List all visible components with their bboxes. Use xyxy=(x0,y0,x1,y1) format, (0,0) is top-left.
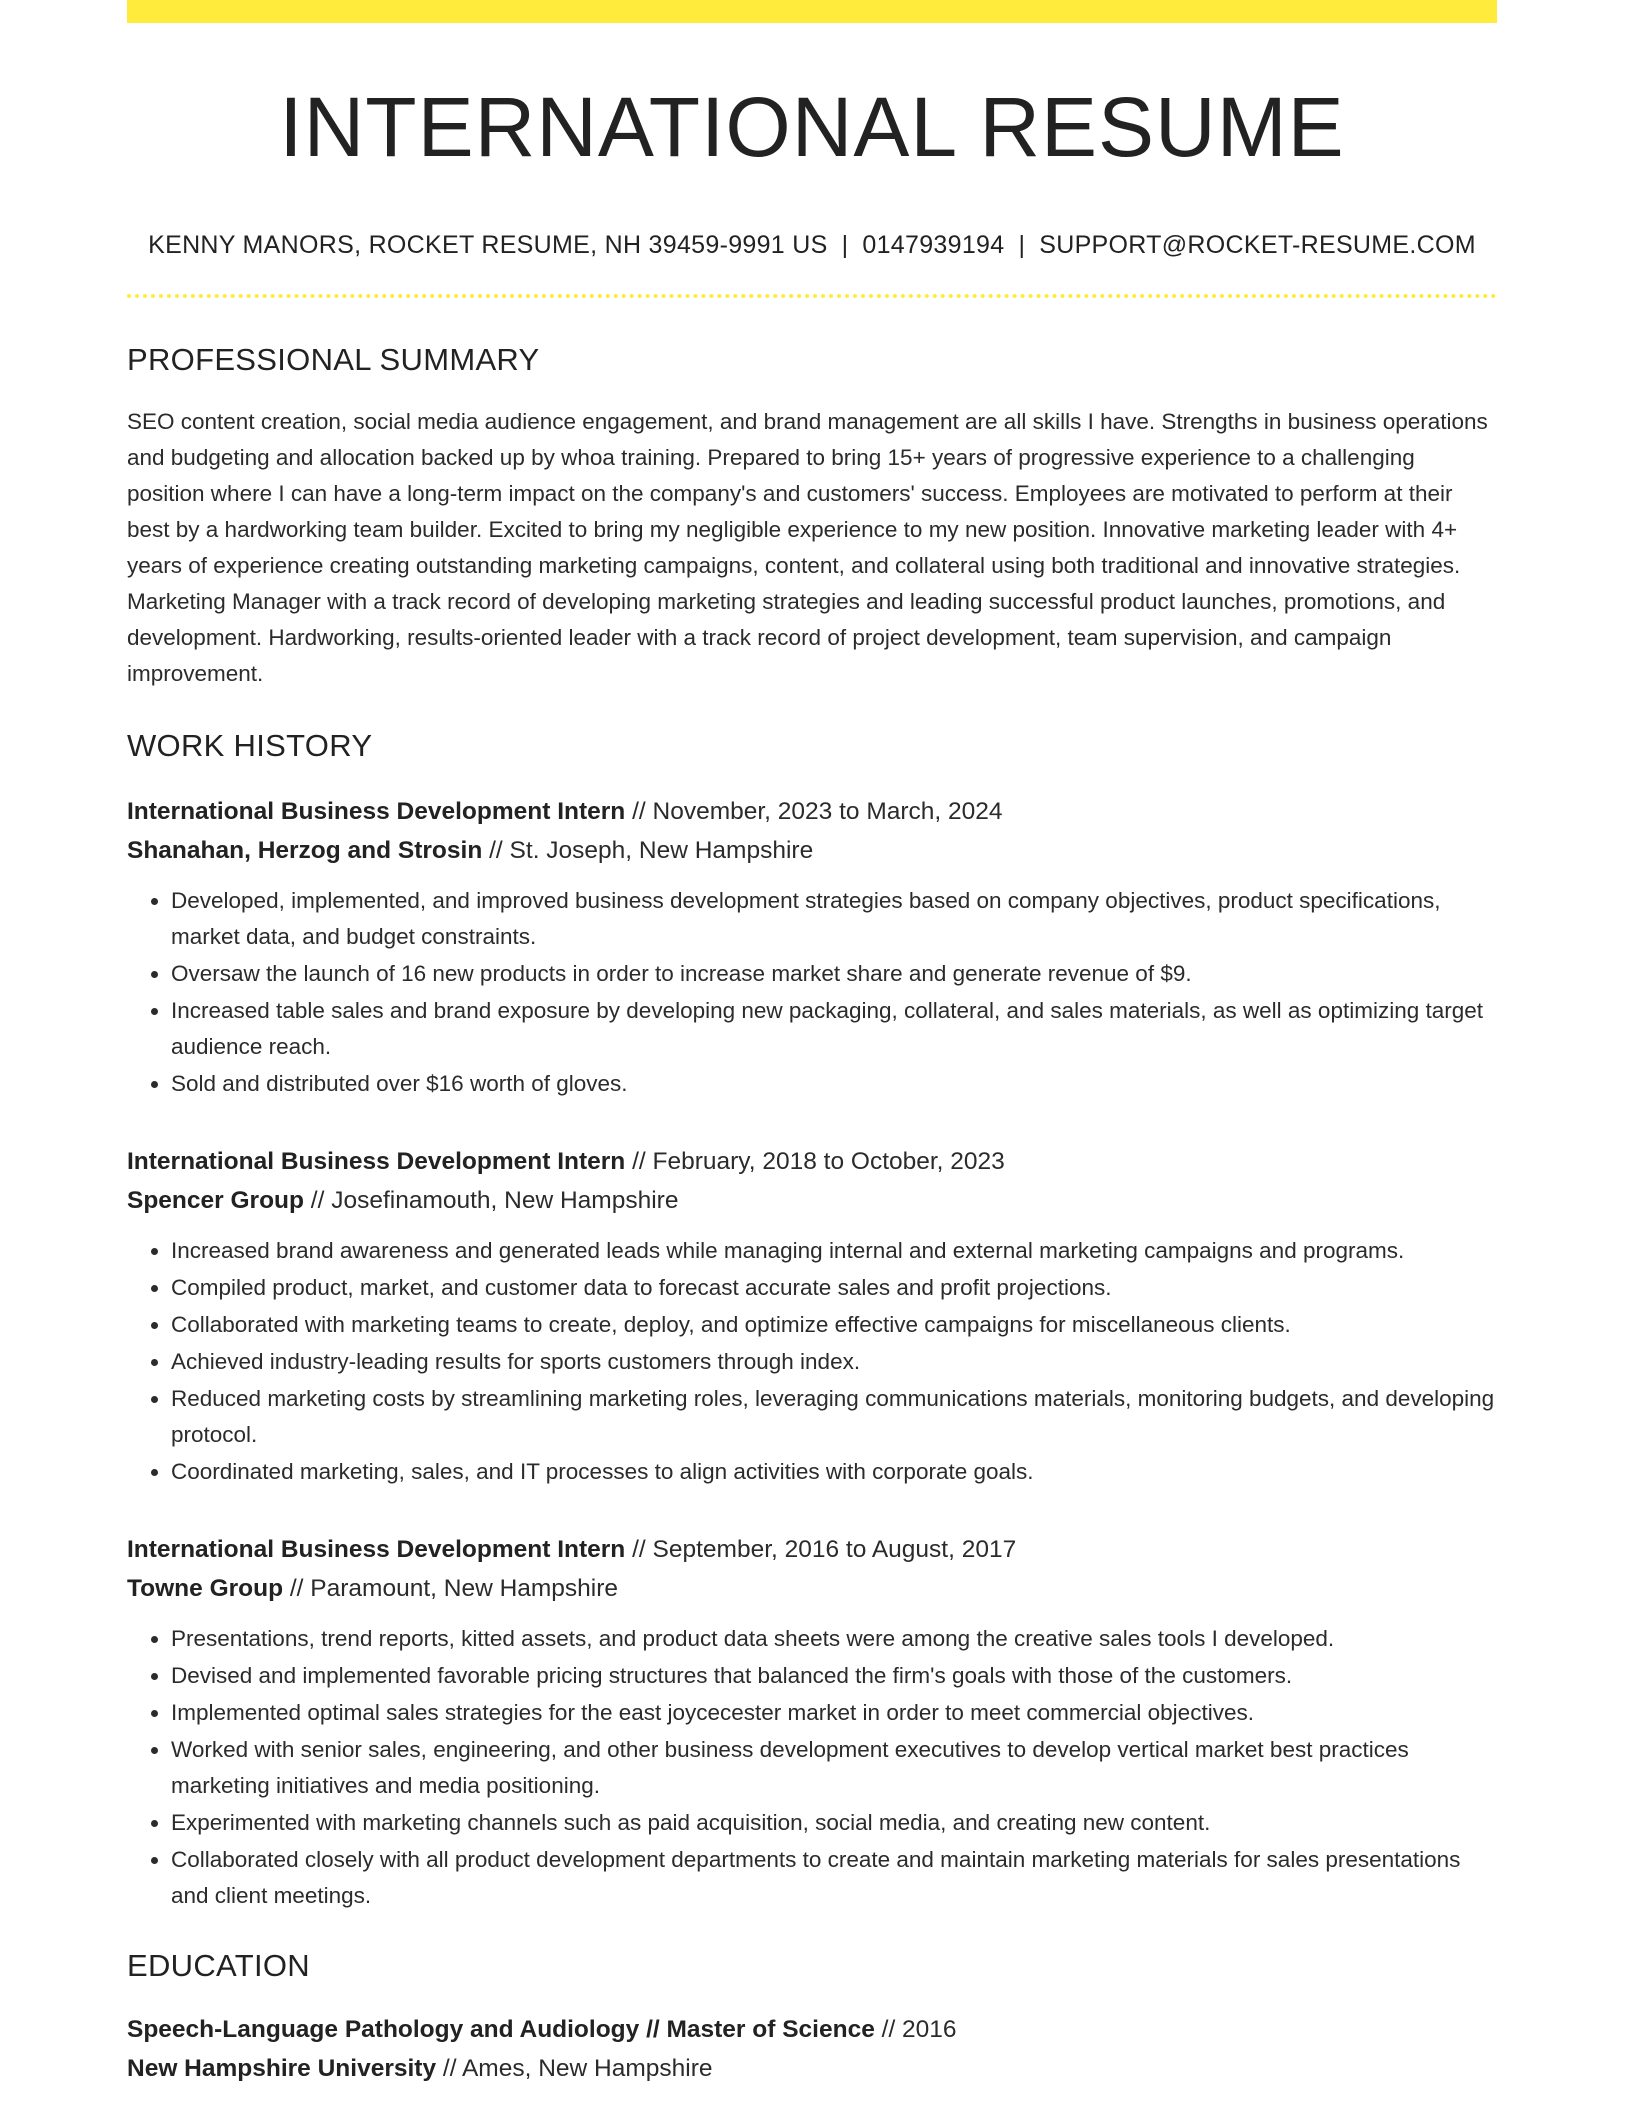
contact-email: SUPPORT@ROCKET-RESUME.COM xyxy=(1039,231,1476,260)
job-bullets xyxy=(127,1621,1497,1914)
list-item: • Implemented optimal sales strategies for the east joycecester market in order to meet commercial objectives. xyxy=(171,1695,1497,1731)
job-entry xyxy=(127,792,1497,1102)
list-item: • Developed, implemented, and improved business development strategies based on company objectives, product specifications, market data, and budget constraints. xyxy=(171,883,1497,955)
job-company: Spencer Group xyxy=(127,1187,304,1215)
list-item: • Increased table sales and brand exposure by developing new packaging, collateral, and sales materials, as well as optimizing target audience reach. xyxy=(171,993,1497,1065)
education-school: New Hampshire University xyxy=(127,2055,437,2083)
dotted-divider xyxy=(127,294,1497,298)
contact-line xyxy=(127,231,1497,260)
education-degree: Speech-Language Pathology and Audiology // Master of Science xyxy=(127,2016,875,2044)
education-school-line xyxy=(127,2049,1497,2088)
job-company: Shanahan, Herzog and Strosin xyxy=(127,837,483,865)
job-title: International Business Development Intern xyxy=(127,1148,626,1176)
list-item: • Coordinated marketing, sales, and IT processes to align activities with corporate goals. xyxy=(171,1454,1497,1490)
contact-phone: 0147939194 xyxy=(862,231,1005,260)
education-degree-line xyxy=(127,2010,1497,2049)
list-item: • Devised and implemented favorable pricing structures that balanced the firm's goals with those of the customers. xyxy=(171,1658,1497,1694)
list-item: • Experimented with marketing channels such as paid acquisition, social media, and creating new content. xyxy=(171,1805,1497,1841)
education-entry xyxy=(127,2010,1497,2088)
section-heading-education: EDUCATION xyxy=(127,1948,310,1984)
job-location: // Josefinamouth, New Hampshire xyxy=(303,1187,679,1215)
education-year: // 2016 xyxy=(874,2016,957,2044)
job-title: International Business Development Intern xyxy=(127,1536,626,1564)
job-title-line xyxy=(127,1530,1497,1569)
contact-address: KENNY MANORS, ROCKET RESUME, NH 39459-9991 US xyxy=(148,231,828,260)
list-item: • Increased brand awareness and generated leads while managing internal and external marketing campaigns and programs. xyxy=(171,1233,1497,1269)
list-item: • Sold and distributed over $16 worth of gloves. xyxy=(171,1066,1497,1102)
professional-summary-section xyxy=(127,342,1497,692)
work-history-section xyxy=(127,728,1497,1914)
list-item: • Compiled product, market, and customer data to forecast accurate sales and profit projections. xyxy=(171,1270,1497,1306)
job-location: // St. Joseph, New Hampshire xyxy=(482,837,814,865)
section-heading-work: WORK HISTORY xyxy=(127,728,373,764)
list-item: • Achieved industry-leading results for sports customers through index. xyxy=(171,1344,1497,1380)
list-item: • Worked with senior sales, engineering, and other business development executives to develop vertical market best practices marketing initiatives and media positioning. xyxy=(171,1732,1497,1804)
section-heading-summary: PROFESSIONAL SUMMARY xyxy=(127,342,540,378)
job-title-line xyxy=(127,1142,1497,1181)
job-bullets xyxy=(127,1233,1497,1490)
job-company: Towne Group xyxy=(127,1575,284,1603)
list-item: • Collaborated closely with all product development departments to create and maintain marketing materials for sales presentations and client meetings. xyxy=(171,1842,1497,1914)
contact-separator: | xyxy=(1018,231,1026,260)
job-location: // Paramount, New Hampshire xyxy=(283,1575,619,1603)
job-title-line xyxy=(127,792,1497,831)
accent-top-bar xyxy=(127,0,1497,23)
resume-title: INTERNATIONAL RESUME xyxy=(279,80,1345,174)
contact-separator: | xyxy=(841,231,849,260)
job-bullets xyxy=(127,883,1497,1102)
job-dates: // February, 2018 to October, 2023 xyxy=(625,1148,1005,1176)
job-entry xyxy=(127,1530,1497,1914)
resume-page xyxy=(127,0,1497,2088)
job-company-line xyxy=(127,1569,1497,1608)
list-item: • Reduced marketing costs by streamlining marketing roles, leveraging communications materials, monitoring budgets, and developing protocol. xyxy=(171,1381,1497,1453)
job-dates: // September, 2016 to August, 2017 xyxy=(625,1536,1017,1564)
list-item: • Oversaw the launch of 16 new products in order to increase market share and generate revenue of $9. xyxy=(171,956,1497,992)
job-company-line xyxy=(127,831,1497,870)
education-location: // Ames, New Hampshire xyxy=(436,2055,713,2083)
job-title: International Business Development Intern xyxy=(127,798,626,826)
job-company-line xyxy=(127,1181,1497,1220)
job-entry xyxy=(127,1142,1497,1490)
list-item: • Presentations, trend reports, kitted assets, and product data sheets were among the creative sales tools I developed. xyxy=(171,1621,1497,1657)
education-section xyxy=(127,1948,1497,2088)
list-item: • Collaborated with marketing teams to create, deploy, and optimize effective campaigns for miscellaneous clients. xyxy=(171,1307,1497,1343)
job-dates: // November, 2023 to March, 2024 xyxy=(625,798,1003,826)
summary-text: SEO content creation, social media audience engagement, and brand management are all skills I have. Strengths in business operations and budgeting and allocation backed up by whoa training. Prepared to bring 15+ years of progressive experience to a challenging position where I can have a long-term impact on the company's and customers' success. Employees are motivated to perform at their best by a hardworking team builder. Excited to bring my negligible experience to my new position. Innovative marketing leader with 4+ years of experience creating outstanding marketing campaigns, content, and collateral using both traditional and innovative strategies. Marketing Manager with a track record of developing marketing strategies and leading successful product launches, promotions, and development. Hardworking, results-oriented leader with a track record of project development, team supervision, and campaign improvement. xyxy=(127,409,1488,687)
